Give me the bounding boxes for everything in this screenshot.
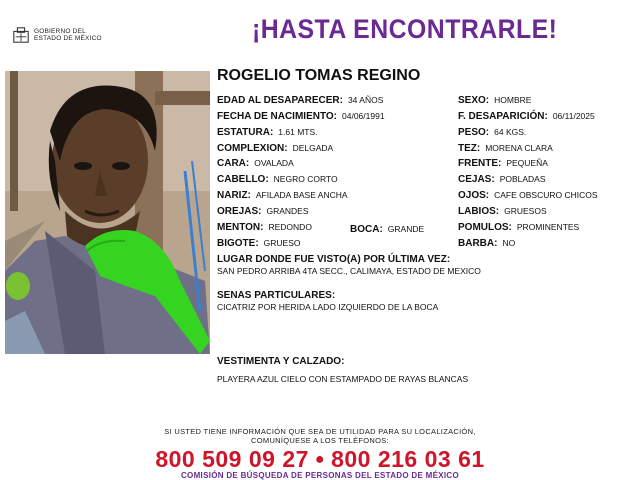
field-value: DELGADA bbox=[292, 143, 334, 153]
clothing-label: VESTIMENTA Y CALZADO: bbox=[217, 356, 345, 367]
person-name: ROGELIO TOMAS REGINO bbox=[217, 67, 421, 84]
field-label: OJOS: bbox=[458, 190, 490, 201]
field-label: BIGOTE: bbox=[217, 238, 259, 249]
field-value: OVALADA bbox=[254, 158, 294, 168]
headline: ¡HASTA ENCONTRARLE! bbox=[252, 14, 558, 44]
distinguishing-marks-label: SENAS PARTICULARES: bbox=[217, 290, 336, 301]
missing-person-photo bbox=[5, 71, 210, 354]
government-logo bbox=[12, 24, 122, 46]
phone-numbers bbox=[0, 446, 640, 473]
phone-1[interactable]: 800 509 09 27 bbox=[155, 446, 309, 472]
field-birthdate bbox=[217, 110, 385, 123]
field-ears bbox=[217, 205, 309, 218]
field-label: MENTON: bbox=[217, 222, 264, 233]
field-label: CARA: bbox=[217, 158, 250, 169]
field-lips bbox=[458, 205, 547, 218]
field-label: BARBA: bbox=[458, 238, 498, 249]
field-face bbox=[217, 157, 294, 170]
field-value: GRUESOS bbox=[504, 206, 547, 216]
separator-dot-icon: ● bbox=[314, 451, 326, 468]
contact-note-line-1: SI USTED TIENE INFORMACIÓN QUE SEA DE UTILIDAD PARA SU LOCALIZACIÓN, bbox=[164, 427, 476, 436]
field-forehead bbox=[458, 157, 548, 170]
field-label: CABELLO: bbox=[217, 174, 269, 185]
field-label: FRENTE: bbox=[458, 158, 502, 169]
field-value: CAFE OBSCURO CHICOS bbox=[494, 190, 598, 200]
field-value: AFILADA BASE ANCHA bbox=[255, 190, 348, 200]
field-label: F. DESAPARICIÓN: bbox=[458, 111, 548, 122]
field-beard bbox=[458, 237, 515, 250]
field-value: NEGRO CORTO bbox=[273, 174, 338, 184]
field-value: 04/06/1991 bbox=[342, 111, 385, 121]
field-label: POMULOS: bbox=[458, 222, 512, 233]
gov-line-1: GOBIERNO DEL bbox=[34, 28, 86, 35]
field-label: CEJAS: bbox=[458, 174, 495, 185]
field-value: 64 KGS. bbox=[494, 127, 527, 137]
government-name bbox=[34, 28, 102, 42]
field-value: PROMINENTES bbox=[516, 222, 580, 232]
field-label: OREJAS: bbox=[217, 206, 262, 217]
field-value: HOMBRE bbox=[494, 95, 532, 105]
phone-2[interactable]: 800 216 03 61 bbox=[331, 446, 485, 472]
field-chin bbox=[217, 221, 312, 234]
distinguishing-marks-value: CICATRIZ POR HERIDA LADO IZQUIERDO DE LA BOCA bbox=[217, 302, 439, 312]
field-disappearance-date bbox=[458, 110, 595, 123]
field-complexion-tone bbox=[458, 142, 553, 155]
field-label: SEXO: bbox=[458, 95, 490, 106]
field-label: LABIOS: bbox=[458, 206, 500, 217]
field-eyebrows bbox=[458, 173, 546, 186]
field-height bbox=[217, 126, 318, 139]
field-sex bbox=[458, 94, 531, 107]
field-value: NO bbox=[502, 238, 516, 248]
field-value: 34 AÑOS bbox=[347, 95, 384, 105]
field-value: POBLADAS bbox=[499, 174, 546, 184]
last-seen-label: LUGAR DONDE FUE VISTO(A) POR ÚLTIMA VEZ: bbox=[217, 254, 451, 265]
field-value: GRANDE bbox=[387, 224, 425, 234]
field-nose bbox=[217, 189, 348, 202]
field-label: COMPLEXION: bbox=[217, 143, 288, 154]
field-label: TEZ: bbox=[458, 143, 481, 154]
field-eyes bbox=[458, 189, 598, 202]
field-value: REDONDO bbox=[268, 222, 312, 232]
field-cheekbones bbox=[458, 221, 579, 234]
field-value: GRANDES bbox=[266, 206, 309, 216]
contact-note bbox=[0, 427, 640, 445]
field-value: PEQUEÑA bbox=[506, 158, 548, 168]
field-value: 06/11/2025 bbox=[552, 111, 595, 121]
field-value: MORENA CLARA bbox=[485, 143, 553, 153]
contact-note-line-2: COMUNÍQUESE A LOS TELÉFONOS: bbox=[251, 436, 389, 445]
field-hair bbox=[217, 173, 338, 186]
field-mouth bbox=[350, 223, 424, 236]
field-label: EDAD AL DESAPARECER: bbox=[217, 95, 343, 106]
commission-name: COMISIÓN DE BÚSQUEDA DE PERSONAS DEL ESTADO DE MÉXICO bbox=[180, 471, 459, 480]
field-label: ESTATURA: bbox=[217, 127, 274, 138]
field-value: GRUESO bbox=[263, 238, 301, 248]
field-age bbox=[217, 94, 383, 107]
field-mustache bbox=[217, 237, 301, 250]
field-label: BOCA: bbox=[350, 224, 383, 235]
gov-line-2: ESTADO DE MÉXICO bbox=[34, 35, 102, 42]
last-seen-value: SAN PEDRO ARRIBA 4TA SECC., CALIMAYA, ESTADO DE MEXICO bbox=[217, 266, 481, 276]
field-label: NARIZ: bbox=[217, 190, 251, 201]
field-weight bbox=[458, 126, 526, 139]
field-label: PESO: bbox=[458, 127, 490, 138]
clothing-value: PLAYERA AZUL CIELO CON ESTAMPADO DE RAYAS BLANCAS bbox=[217, 374, 469, 384]
field-label: FECHA DE NACIMIENTO: bbox=[217, 111, 337, 122]
field-value: 1.61 MTS. bbox=[278, 127, 318, 137]
field-build bbox=[217, 142, 333, 155]
state-seal-icon bbox=[12, 26, 30, 44]
